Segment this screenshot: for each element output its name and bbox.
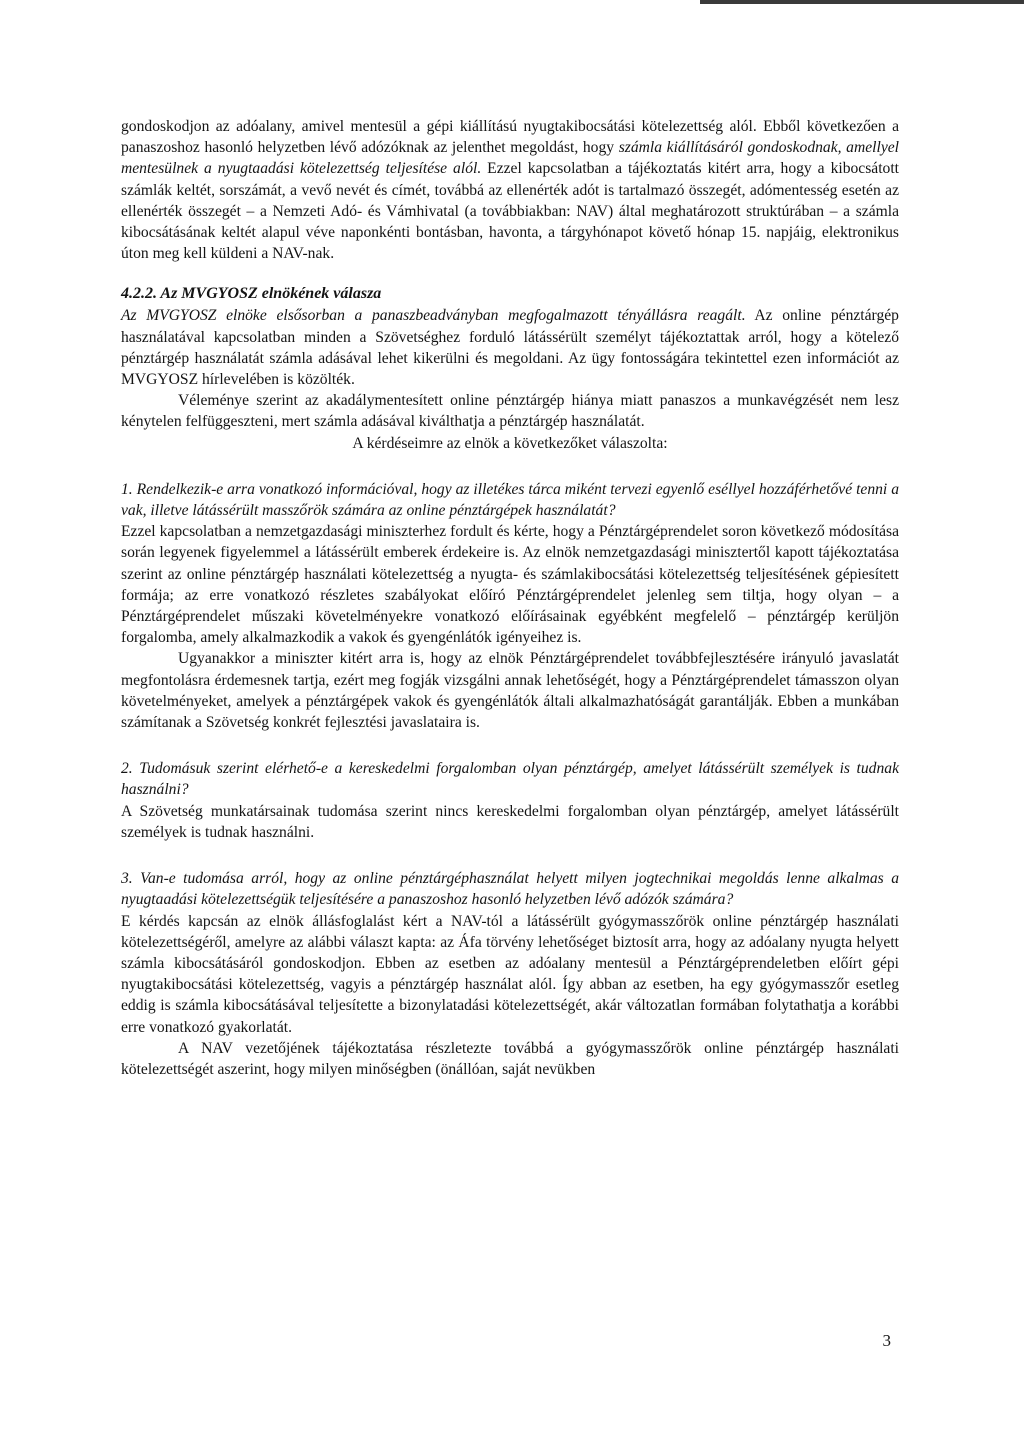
page-number: 3 bbox=[882, 1331, 891, 1350]
section-paragraph-2: Véleménye szerint az akadálymentesített online pénztárgép hiánya miatt panaszos a munkavégzését nem lesz kénytelen felfüggeszteni, mert számla adásával kiválthatja a pénztárgép használatát. bbox=[121, 392, 899, 431]
section-paragraph-3: A kérdéseimre az elnök a következőket válaszolta: bbox=[352, 434, 668, 452]
answer-3-paragraph-1: E kérdés kapcsán az elnök állásfoglalást kért a NAV-tól a látássérült gyógymasszőrök online pénztárgép használati kötelezettségéről, amelyre az alábbi választ kapta: az Áfa törvény lehetőséget biztosít arra, hogy az adóalany nyugta helyett számla kibocsátásáról gondoskodjon. Ebben az esetben az adóalany mentesül a Pénztárgéprendeletben előírt gépi nyugtakibocsátási kötelezettség, vagyis a pénztárgép használat alól. Így abban az esetben, ha egy gyógymasszőr esetleg eddig is számla kibocsátásával teljesítette a bizonylatadási kötelezettségét, akár változatlan formában folytathatja a korábbi erre vonatkozó gyakorlatát. bbox=[121, 912, 899, 1036]
top-edge-line bbox=[700, 0, 1024, 4]
section-heading: 4.2.2. Az MVGYOSZ elnökének válasza bbox=[121, 285, 382, 303]
answer-1-paragraph-1: Ezzel kapcsolatban a nemzetgazdasági miniszterhez fordult és kérte, hogy a Pénztárgéprendelet soron következő módosítása során legyenek figyelemmel a látássérült emberek érdekeire is. Az elnök nemzetgazdasági minisztertől kapott tájékoztatása szerint az online pénztárgép használati kötelezettség a nyugta- és számlakibocsátási kötelezettség teljesítésének gépiesített formája; az erre vonatkozó részletes szabályokat előíró Pénztárgéprendelet jelenleg sem tiltja, hogy olyan – a Pénztárgéprendelet műszaki követelményekre vonatkozó előírásainak egyébként megfelelő – pénztárgép kerüljön forgalomba, amely alkalmazkodik a vakok és gyengénlátók igényeihez is. bbox=[121, 523, 899, 647]
document-page bbox=[121, 116, 899, 1080]
section-lead-italic: Az MVGYOSZ elnöke elsősorban a panaszbeadványban megfogalmazott tényállásra reagált. bbox=[121, 307, 746, 325]
intro-text-a: gondoskodjon az adóalany, amivel mentesül a gépi kiállítású nyugtakibocsátási kötelezettség alól. Ebből következően a panaszoshoz hasonló helyzetben lévő adózóknak az jelenthet megoldást, hogy bbox=[121, 118, 899, 157]
section-text: Az online pénztárgép használatával kapcsolatban minden a Szövetséghez forduló látássérült személyt tájékoztattak arról, hogy a kötelező pénztárgép használatát számla adásával lehet kikerülni és megoldani. Az ügy fontosságára tekintettel ezen információt az MVGYOSZ hírlevelében is közölték. bbox=[121, 307, 899, 389]
question-1: 1. Rendelkezik-e arra vonatkozó információval, hogy az illetékes tárca miként tervezi egyenlő eséllyel hozzáférhetővé tenni a vak, illetve látássérült masszőrök számára az online pénztárgépek használatát? bbox=[121, 480, 899, 520]
intro-text-b: Ezzel kapcsolatban a tájékoztatás kitért arra, hogy a kibocsátott számlák keltét, sorszámát, a vevő nevét és címét, továbbá az ellenérték adót is tartalmazó összegét, adómentesség esetén az ellenérték összegét – a Nemzeti Adó- és Vámhivatal (a továbbiakban: NAV) által meghatározott struktúrában – a számla kibocsátásának keltét alapul véve naponkénti bontásban, havonta, a tárgyhónapot követő hónap 15. napjáig, elektronikus úton meg kell küldeni a NAV-nak. bbox=[121, 160, 899, 263]
intro-text-italic: számla kiállításáról gondoskodnak, amellyel mentesülnek a nyugtaadási kötelezettség teljesítése alól. bbox=[121, 139, 900, 178]
question-3: 3. Van-e tudomása arról, hogy az online pénztárgéphasználat helyett milyen jogtechnikai megoldás lenne alkalmas a nyugtaadási kötelezettségük teljesítésére a panaszoshoz hasonló helyzetben lévő adózók számára? bbox=[121, 870, 899, 909]
section-paragraph-1 bbox=[121, 305, 899, 390]
question-2: 2. Tudomásuk szerint elérhető-e a kereskedelmi forgalomban olyan pénztárgép, amelyet látássérült személyek is tudnak használni? bbox=[121, 760, 899, 799]
intro-paragraph bbox=[121, 116, 899, 264]
answer-2-paragraph-1: A Szövetség munkatársainak tudomása szerint nincs kereskedelmi forgalomban olyan pénztárgép, amelyet látássérült személyek is tudnak használni. bbox=[121, 802, 899, 841]
answer-3-paragraph-2: A NAV vezetőjének tájékoztatása részletezte továbbá a gyógymasszőrök online pénztárgép használati kötelezettségét aszerint, hogy milyen minőségben (önállóan, saját nevükben bbox=[121, 1039, 899, 1078]
answer-1-paragraph-2: Ugyanakkor a miniszter kitért arra is, hogy az elnök Pénztárgéprendelet továbbfejlesztésére irányuló javaslatát megfontolásra érdemesnek tartja, ezért meg fogják vizsgálni annak lehetőségét, hogy a Pénztárgéprendelet támasszon olyan követelményeket, amelyek a pénztárgépek vakok és gyengénlátók általi alkalmazhatóságát garantálják. Ebben a munkában számítanak a Szövetség konkrét fejlesztési javaslataira is. bbox=[121, 650, 899, 732]
